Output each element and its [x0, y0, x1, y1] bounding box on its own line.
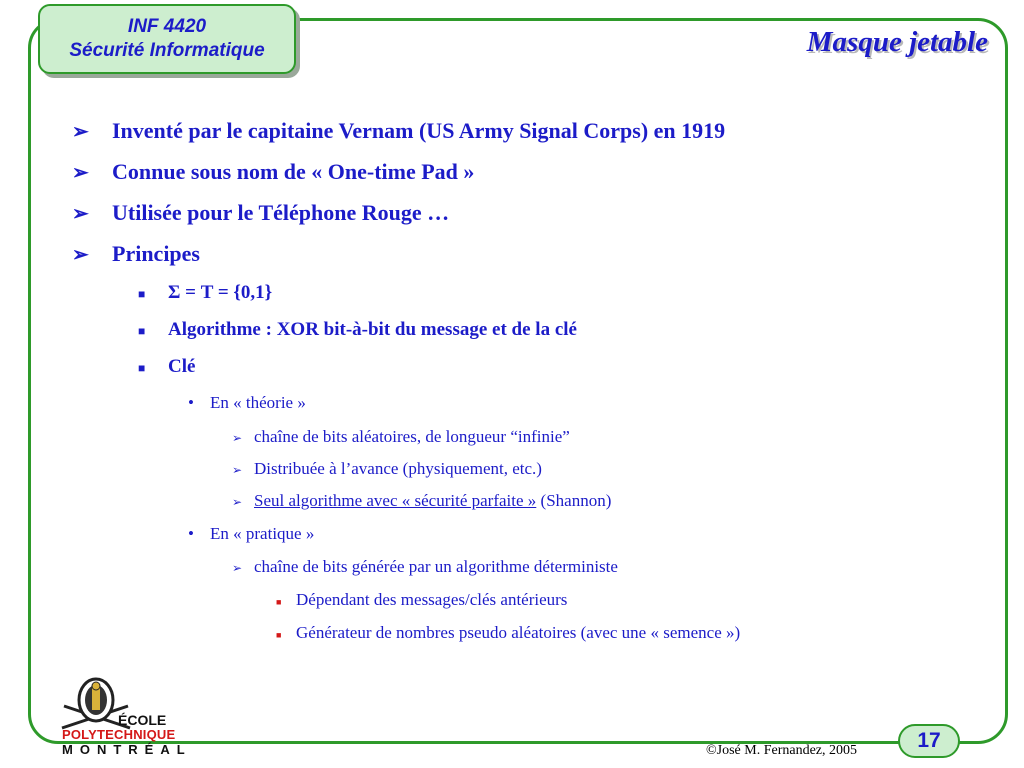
arrow-bullet-icon: ➢: [72, 244, 89, 266]
arrow-sub-item: ➢ chaîne de bits aléatoires, de longueur “infinie”: [232, 427, 570, 446]
dot-bullet-icon: •: [188, 393, 194, 412]
arrow-sub-item: ➢ chaîne de bits générée par un algorithme déterministe: [232, 557, 618, 576]
page-number-badge: [898, 724, 960, 758]
sub-bullet-item: ■ Σ = T = {0,1}: [138, 282, 273, 303]
course-code: INF 4420: [127, 16, 207, 37]
bullet-item: ➢ Principes: [72, 241, 200, 266]
arrow-bullet-icon: ➢: [232, 495, 243, 509]
arrow-bullet-icon: ➢: [72, 203, 89, 225]
arrow-sub-item: ➢ Distribuée à l’avance (physiquement, etc.): [232, 459, 542, 478]
small-square-bullet-icon: ■: [276, 630, 282, 640]
dot-bullet-item: • En « pratique »: [188, 524, 315, 543]
bullet-item: ➢ Utilisée pour le Téléphone Rouge …: [72, 200, 450, 225]
dot-bullet-icon: •: [188, 524, 194, 543]
sub-bullet-item: ■ Clé: [138, 356, 196, 377]
small-square-item: ■ Générateur de nombres pseudo aléatoires (avec une « semence »): [276, 623, 741, 642]
logo-ecole-text: ÉCOLE: [118, 712, 167, 728]
polytechnique-logo: [56, 676, 226, 760]
perfect-security-text: Seul algorithme avec « sécurité parfaite »: [254, 491, 537, 510]
arrow-bullet-icon: ➢: [232, 463, 243, 477]
course-name: Sécurité Informatique: [69, 40, 265, 61]
square-bullet-icon: ■: [138, 324, 146, 338]
bullet-item: ➢ Connue sous nom de « One-time Pad »: [72, 159, 475, 184]
copyright: ©José M. Fernandez, 2005: [706, 743, 857, 758]
arrow-bullet-icon: ➢: [72, 162, 89, 184]
logo-city-text: MONTRÉAL: [62, 742, 192, 757]
slide-title: Masque jetable: [806, 26, 988, 58]
square-bullet-icon: ■: [138, 287, 146, 301]
square-bullet-icon: ■: [138, 361, 146, 375]
page-number: 17: [917, 729, 941, 752]
arrow-sub-item: ➢ Seul algorithme avec « sécurité parfaite » (Shannon): [232, 491, 612, 510]
arrow-bullet-icon: ➢: [72, 121, 89, 143]
dot-bullet-item: • En « théorie »: [188, 393, 306, 412]
logo-poly-text: POLYTECHNIQUE: [62, 727, 176, 742]
course-badge: [38, 4, 296, 74]
small-square-item: ■ Dépendant des messages/clés antérieurs: [276, 590, 568, 609]
small-square-bullet-icon: ■: [276, 597, 282, 607]
sub-bullet-item: ■ Algorithme : XOR bit-à-bit du message et de la clé: [138, 319, 577, 340]
arrow-bullet-icon: ➢: [232, 431, 243, 445]
bullet-item: ➢ Inventé par le capitaine Vernam (US Army Signal Corps) en 1919: [72, 118, 726, 143]
arrow-bullet-icon: ➢: [232, 561, 243, 575]
